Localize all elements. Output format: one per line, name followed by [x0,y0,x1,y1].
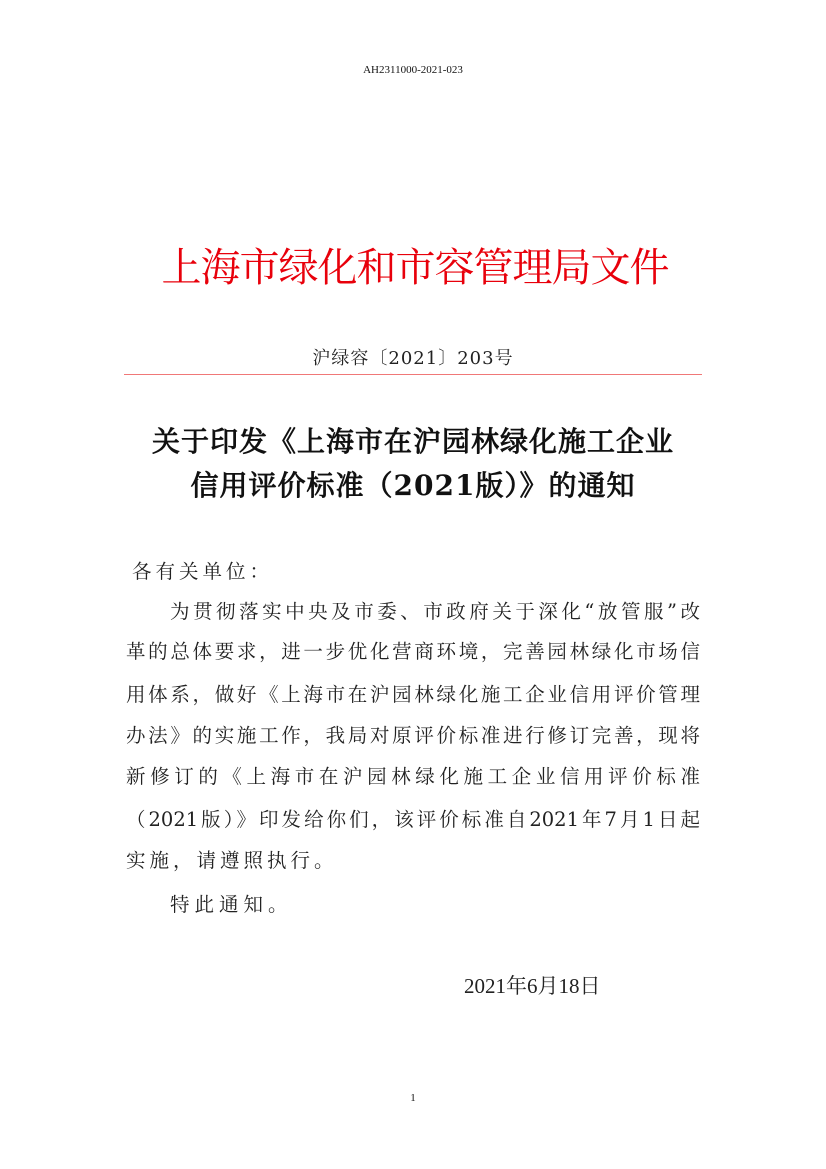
body-line: （2021版）》印发给你们，该评价标准自2021年7月1日起 [126,808,700,831]
document-number: 沪绿容〔2021〕203号 [312,348,514,369]
letterhead-title: 上海市绿化和市容管理局文件 [161,245,669,291]
issue-date: 2021年6月18日 [464,974,601,998]
red-divider [124,374,702,375]
body-line: 办法》的实施工作，我局对原评价标准进行修订完善，现将 [126,724,700,747]
body-line: 为贯彻落实中央及市委、市政府关于深化“放管服”改 [170,600,700,623]
body-line: 新修订的《上海市在沪园林绿化施工企业信用评价标准 [126,765,700,788]
notice-title-line-1: 关于印发《上海市在沪园林绿化施工企业 [151,425,674,458]
body-line: 用体系，做好《上海市在沪园林绿化施工企业信用评价管理 [126,683,700,706]
body-line: 实施，请遵照执行。 [126,849,338,872]
body-line: 革的总体要求，进一步优化营商环境，完善园林绿化市场信 [126,640,700,663]
page-number: 1 [410,1092,416,1104]
document-code: AH2311000-2021-023 [363,64,463,76]
closing: 特此通知。 [170,893,293,916]
salutation: 各有关单位： [132,560,274,583]
notice-title-line-2: 信用评价标准（2021版）》的通知 [190,469,636,502]
